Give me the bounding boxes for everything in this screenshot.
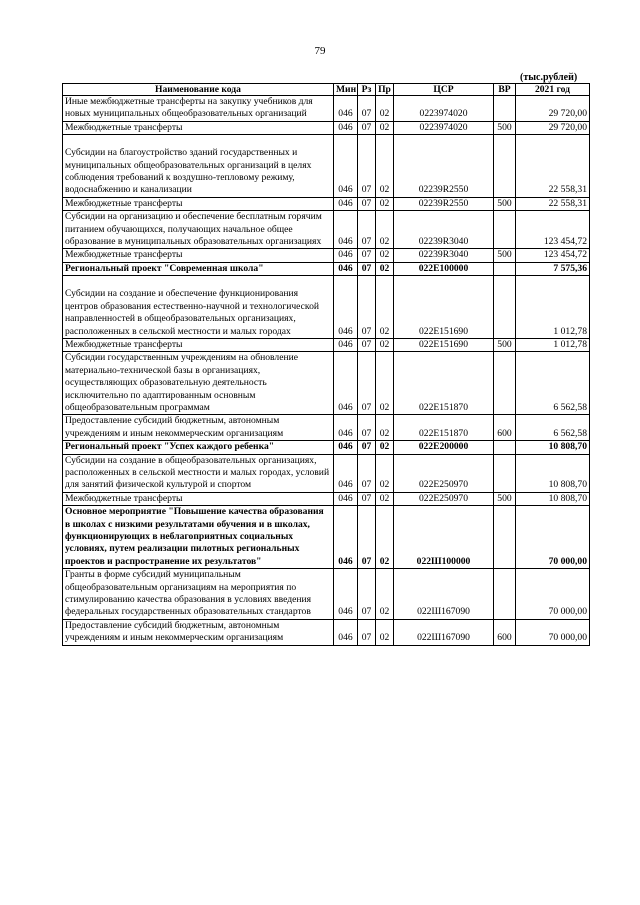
cell-min: 046	[334, 211, 358, 249]
table-row	[63, 276, 590, 339]
cell-min: 046	[334, 197, 358, 210]
cell-min: 046	[334, 135, 358, 198]
cell-vr: 500	[494, 197, 516, 210]
cell-pr: 02	[376, 338, 394, 351]
cell-amount: 22 558,31	[516, 197, 590, 210]
cell-name: Основное мероприятие "Повышение качества образования в школах с низкими результатами обучения и в школах, функционирующих в неблагоприятных социальных условиях, путем реализации пилотных региональных проектов и распространение их результатов"	[63, 506, 334, 569]
cell-vr: 500	[494, 121, 516, 134]
cell-rz: 07	[358, 569, 376, 620]
cell-vr: 500	[494, 338, 516, 351]
cell-min: 046	[334, 262, 358, 275]
table-row	[63, 352, 590, 415]
cell-csr: 0223974020	[394, 96, 494, 122]
page-number: 79	[314, 45, 326, 57]
cell-vr: 600	[494, 619, 516, 645]
cell-csr: 022Ш167090	[394, 569, 494, 620]
cell-name: Межбюджетные трансферты	[63, 249, 334, 262]
cell-amount: 10 808,70	[516, 454, 590, 492]
header-vr: ВР	[494, 84, 516, 96]
budget-table	[62, 83, 590, 646]
cell-vr	[494, 211, 516, 249]
cell-pr: 02	[376, 276, 394, 339]
table-row	[63, 197, 590, 210]
cell-csr: 022E151690	[394, 338, 494, 351]
cell-pr: 02	[376, 569, 394, 620]
cell-rz: 07	[358, 262, 376, 275]
cell-amount: 10 808,70	[516, 492, 590, 505]
cell-rz: 07	[358, 619, 376, 645]
cell-min: 046	[334, 506, 358, 569]
cell-amount: 123 454,72	[516, 211, 590, 249]
cell-name: Межбюджетные трансферты	[63, 492, 334, 505]
cell-name: Межбюджетные трансферты	[63, 338, 334, 351]
cell-rz: 07	[358, 276, 376, 339]
table-header-row	[63, 84, 590, 96]
cell-csr: 0223974020	[394, 121, 494, 134]
cell-rz: 07	[358, 492, 376, 505]
cell-pr: 02	[376, 135, 394, 198]
cell-csr: 022Ш100000	[394, 506, 494, 569]
cell-vr	[494, 352, 516, 415]
cell-vr	[494, 441, 516, 454]
cell-csr: 022E151690	[394, 276, 494, 339]
cell-amount: 10 808,70	[516, 441, 590, 454]
table-row	[63, 506, 590, 569]
cell-amount: 70 000,00	[516, 506, 590, 569]
cell-min: 046	[334, 569, 358, 620]
cell-csr: 022E100000	[394, 262, 494, 275]
table-row	[63, 249, 590, 262]
table-row	[63, 454, 590, 492]
cell-name: Иные межбюджетные трансферты на закупку учебников для новых муниципальных общеобразовательных организаций	[63, 96, 334, 122]
cell-min: 046	[334, 352, 358, 415]
cell-csr: 022Ш167090	[394, 619, 494, 645]
header-name: Наименование кода	[63, 84, 334, 96]
table-row	[63, 492, 590, 505]
cell-amount: 6 562,58	[516, 415, 590, 441]
cell-vr	[494, 96, 516, 122]
cell-pr: 02	[376, 352, 394, 415]
cell-pr: 02	[376, 492, 394, 505]
table-row	[63, 262, 590, 275]
header-pr: Пр	[376, 84, 394, 96]
cell-min: 046	[334, 249, 358, 262]
cell-name: Межбюджетные трансферты	[63, 197, 334, 210]
cell-rz: 07	[358, 441, 376, 454]
header-min: Мин	[334, 84, 358, 96]
table-row	[63, 96, 590, 122]
cell-pr: 02	[376, 454, 394, 492]
cell-pr: 02	[376, 262, 394, 275]
cell-rz: 07	[358, 338, 376, 351]
cell-pr: 02	[376, 506, 394, 569]
cell-name: Межбюджетные трансферты	[63, 121, 334, 134]
cell-csr: 02239R2550	[394, 135, 494, 198]
cell-csr: 022E250970	[394, 492, 494, 505]
cell-rz: 07	[358, 352, 376, 415]
table-row	[63, 211, 590, 249]
cell-min: 046	[334, 619, 358, 645]
cell-vr	[494, 135, 516, 198]
unit-note: (тыс.рублей)	[520, 72, 578, 83]
cell-pr: 02	[376, 197, 394, 210]
cell-pr: 02	[376, 441, 394, 454]
table-row	[63, 121, 590, 134]
cell-name: Гранты в форме субсидий муниципальным общеобразовательным организациям на мероприятия по стимулированию качества образования в условиях введения федеральных государственных образовательных стандартов	[63, 569, 334, 620]
cell-csr: 022E250970	[394, 454, 494, 492]
cell-min: 046	[334, 121, 358, 134]
cell-amount: 6 562,58	[516, 352, 590, 415]
cell-amount: 70 000,00	[516, 619, 590, 645]
cell-pr: 02	[376, 121, 394, 134]
cell-amount: 29 720,00	[516, 121, 590, 134]
cell-name: Субсидии на благоустройство зданий государственных и муниципальных общеобразовательных организаций в целях соблюдения требований к воздушно-тепловому режиму, водоснабжению и канализации	[63, 135, 334, 198]
cell-name: Региональный проект "Успех каждого ребенка"	[63, 441, 334, 454]
cell-name: Субсидии государственным учреждениям на обновление материально-технической базы в организациях, осуществляющих образовательную деятельность исключительно по адаптированным основным общеобразовательным программам	[63, 352, 334, 415]
cell-rz: 07	[358, 197, 376, 210]
cell-csr: 02239R2550	[394, 197, 494, 210]
cell-csr: 02239R3040	[394, 211, 494, 249]
cell-amount: 1 012,78	[516, 338, 590, 351]
cell-pr: 02	[376, 619, 394, 645]
cell-name: Предоставление субсидий бюджетным, автономным учреждениям и иным некоммерческим организациям	[63, 619, 334, 645]
cell-min: 046	[334, 96, 358, 122]
cell-min: 046	[334, 492, 358, 505]
table-row	[63, 338, 590, 351]
cell-pr: 02	[376, 211, 394, 249]
cell-vr	[494, 506, 516, 569]
cell-name: Региональный проект "Современная школа"	[63, 262, 334, 275]
cell-min: 046	[334, 454, 358, 492]
header-csr: ЦСР	[394, 84, 494, 96]
cell-vr: 500	[494, 492, 516, 505]
cell-pr: 02	[376, 96, 394, 122]
cell-rz: 07	[358, 249, 376, 262]
cell-min: 046	[334, 338, 358, 351]
cell-amount: 123 454,72	[516, 249, 590, 262]
cell-csr: 022E151870	[394, 415, 494, 441]
cell-rz: 07	[358, 96, 376, 122]
cell-amount: 1 012,78	[516, 276, 590, 339]
cell-vr: 600	[494, 415, 516, 441]
cell-vr	[494, 569, 516, 620]
cell-min: 046	[334, 276, 358, 339]
cell-min: 046	[334, 415, 358, 441]
table-body	[63, 96, 590, 646]
cell-rz: 07	[358, 135, 376, 198]
cell-csr: 02239R3040	[394, 249, 494, 262]
cell-name: Предоставление субсидий бюджетным, автономным учреждениям и иным некоммерческим организациям	[63, 415, 334, 441]
cell-rz: 07	[358, 454, 376, 492]
table-row	[63, 415, 590, 441]
cell-vr	[494, 262, 516, 275]
cell-rz: 07	[358, 415, 376, 441]
cell-vr: 500	[494, 249, 516, 262]
cell-amount: 7 575,36	[516, 262, 590, 275]
table-row	[63, 135, 590, 198]
header-rz: Рз	[358, 84, 376, 96]
cell-rz: 07	[358, 211, 376, 249]
cell-rz: 07	[358, 121, 376, 134]
header-year: 2021 год	[516, 84, 590, 96]
cell-amount: 70 000,00	[516, 569, 590, 620]
cell-min: 046	[334, 441, 358, 454]
cell-csr: 022E200000	[394, 441, 494, 454]
cell-csr: 022E151870	[394, 352, 494, 415]
cell-name: Субсидии на создание и обеспечение функционирования центров образования естественно-научной и технологической направленностей в общеобразовательных организациях, расположенных в сельской местности и малых городах	[63, 276, 334, 339]
cell-rz: 07	[358, 506, 376, 569]
cell-pr: 02	[376, 249, 394, 262]
cell-vr	[494, 276, 516, 339]
table-row	[63, 619, 590, 645]
table-row	[63, 569, 590, 620]
cell-pr: 02	[376, 415, 394, 441]
cell-name: Субсидии на создание в общеобразовательных организациях, расположенных в сельской местности и малых городах, условий для занятий физической культурой и спортом	[63, 454, 334, 492]
cell-amount: 22 558,31	[516, 135, 590, 198]
table-row	[63, 441, 590, 454]
cell-name: Субсидии на организацию и обеспечение бесплатным горячим питанием обучающихся, получающих начальное общее образование в муниципальных образовательных организациях	[63, 211, 334, 249]
cell-amount: 29 720,00	[516, 96, 590, 122]
cell-vr	[494, 454, 516, 492]
